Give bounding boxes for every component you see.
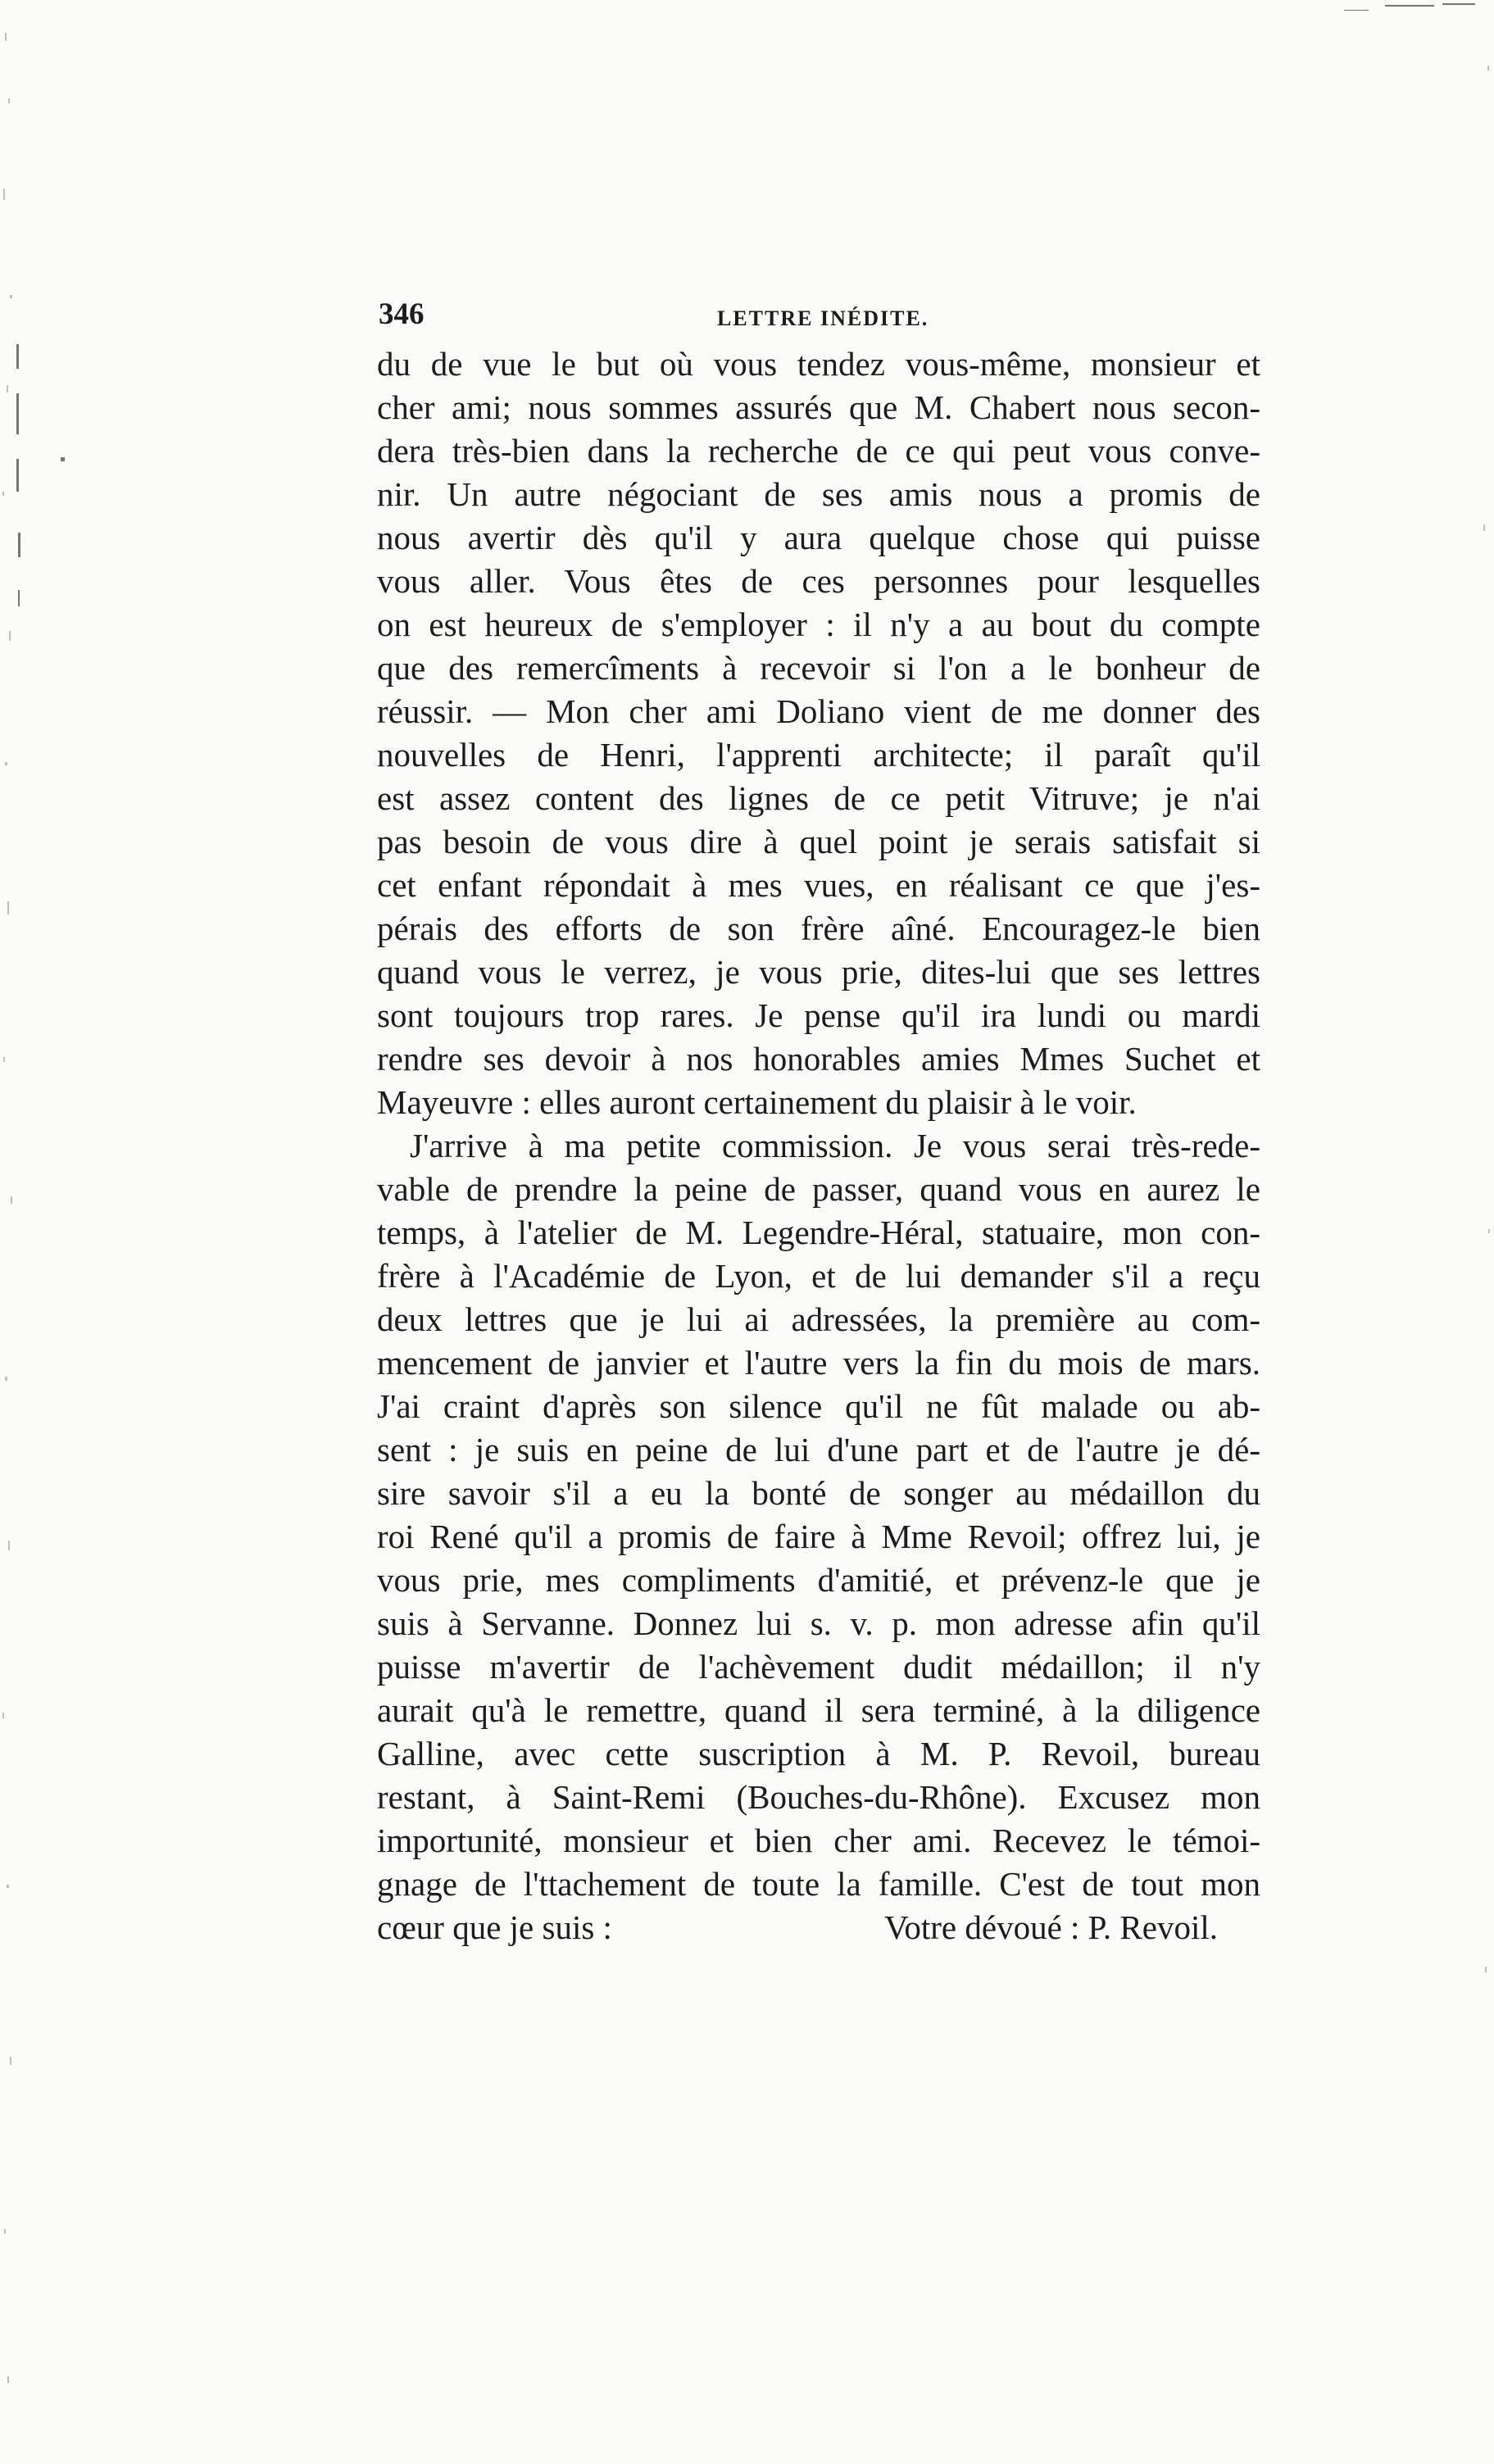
text-line: pérais des efforts de son frère aîné. Encouragez-le bien: [377, 910, 1260, 947]
text-line: vous prie, mes compliments d'amitié, et prévenz-le que je: [377, 1561, 1260, 1599]
page-header: [379, 297, 1251, 346]
text-line: Mayeuvre : elles auront certainement du plaisir à le voir.: [377, 1083, 1137, 1121]
letter-body: [377, 343, 1260, 1949]
text-line: frère à l'Académie de Lyon, et de lui demander s'il a reçu: [377, 1257, 1260, 1295]
text-line: pas besoin de vous dire à quel point je serais satisfait si: [377, 823, 1260, 860]
text-line: suis à Servanne. Donnez lui s. v. p. mon adresse afin qu'il: [377, 1604, 1260, 1642]
closing-formula: cœur que je suis :: [377, 1908, 612, 1946]
text-line: cet enfant répondait à mes vues, en réalisant ce que j'es-: [377, 866, 1260, 904]
text-line: vable de prendre la peine de passer, quand vous en aurez le: [377, 1170, 1260, 1208]
text-line: nir. Un autre négociant de ses amis nous a promis de: [377, 475, 1260, 513]
page-number: 346: [379, 297, 425, 331]
text-line: gnage de l'ttachement de toute la famille. C'est de tout mon: [377, 1865, 1260, 1903]
text-line: mencement de janvier et l'autre vers la fin du mois de mars.: [377, 1344, 1260, 1382]
text-line: deux lettres que je lui ai adressées, la première au com-: [377, 1300, 1260, 1338]
running-title: LETTRE INÉDITE.: [717, 306, 929, 330]
text-line: nouvelles de Henri, l'apprenti architecte; il paraît qu'il: [377, 736, 1260, 774]
text-line: que des remercîments à recevoir si l'on a le bonheur de: [377, 649, 1260, 687]
text-line: est assez content des lignes de ce petit Vitruve; je n'ai: [377, 779, 1260, 817]
text-line: temps, à l'atelier de M. Legendre-Héral, statuaire, mon con-: [377, 1214, 1260, 1251]
text-line: sent : je suis en peine de lui d'une part et de l'autre je dé-: [377, 1431, 1260, 1468]
text-line: cher ami; nous sommes assurés que M. Chabert nous secon-: [377, 388, 1260, 426]
text-line: J'ai craint d'après son silence qu'il ne fût malade ou ab-: [377, 1387, 1260, 1425]
signature: Votre dévoué : P. Revoil.: [884, 1908, 1218, 1946]
text-line: quand vous le verrez, je vous prie, dites-lui que ses lettres: [377, 953, 1260, 991]
text-line: dera très-bien dans la recherche de ce qui peut vous conve-: [377, 432, 1260, 470]
text-line: puisse m'avertir de l'achèvement dudit médaillon; il n'y: [377, 1648, 1260, 1686]
text-line: nous avertir dès qu'il y aura quelque chose qui puisse: [377, 519, 1260, 556]
text-line: restant, à Saint-Remi (Bouches-du-Rhône). Excusez mon: [377, 1778, 1260, 1816]
text-line: réussir. — Mon cher ami Doliano vient de me donner des: [377, 692, 1260, 730]
text-line: rendre ses devoir à nos honorables amies Mmes Suchet et: [377, 1040, 1260, 1078]
text-line: Galline, avec cette suscription à M. P. Revoil, bureau: [377, 1735, 1260, 1772]
text-line: aurait qu'à le remettre, quand il sera terminé, à la diligence: [377, 1691, 1260, 1729]
closing-line: [377, 1906, 1260, 1949]
text-line: du de vue le but où vous tendez vous-même, monsieur et: [377, 345, 1260, 383]
text-line: on est heureux de s'employer : il n'y a au bout du compte: [377, 606, 1260, 643]
text-line: importunité, monsieur et bien cher ami. Recevez le témoi-: [377, 1822, 1260, 1859]
paragraph-start-line: J'arrive à ma petite commission. Je vous serai très-rede-: [410, 1127, 1260, 1164]
text-line: roi René qu'il a promis de faire à Mme Revoil; offrez lui, je: [377, 1518, 1260, 1555]
text-line: vous aller. Vous êtes de ces personnes pour lesquelles: [377, 562, 1260, 600]
text-line: sire savoir s'il a eu la bonté de songer au médaillon du: [377, 1474, 1260, 1512]
text-line: sont toujours trop rares. Je pense qu'il ira lundi ou mardi: [377, 996, 1260, 1034]
